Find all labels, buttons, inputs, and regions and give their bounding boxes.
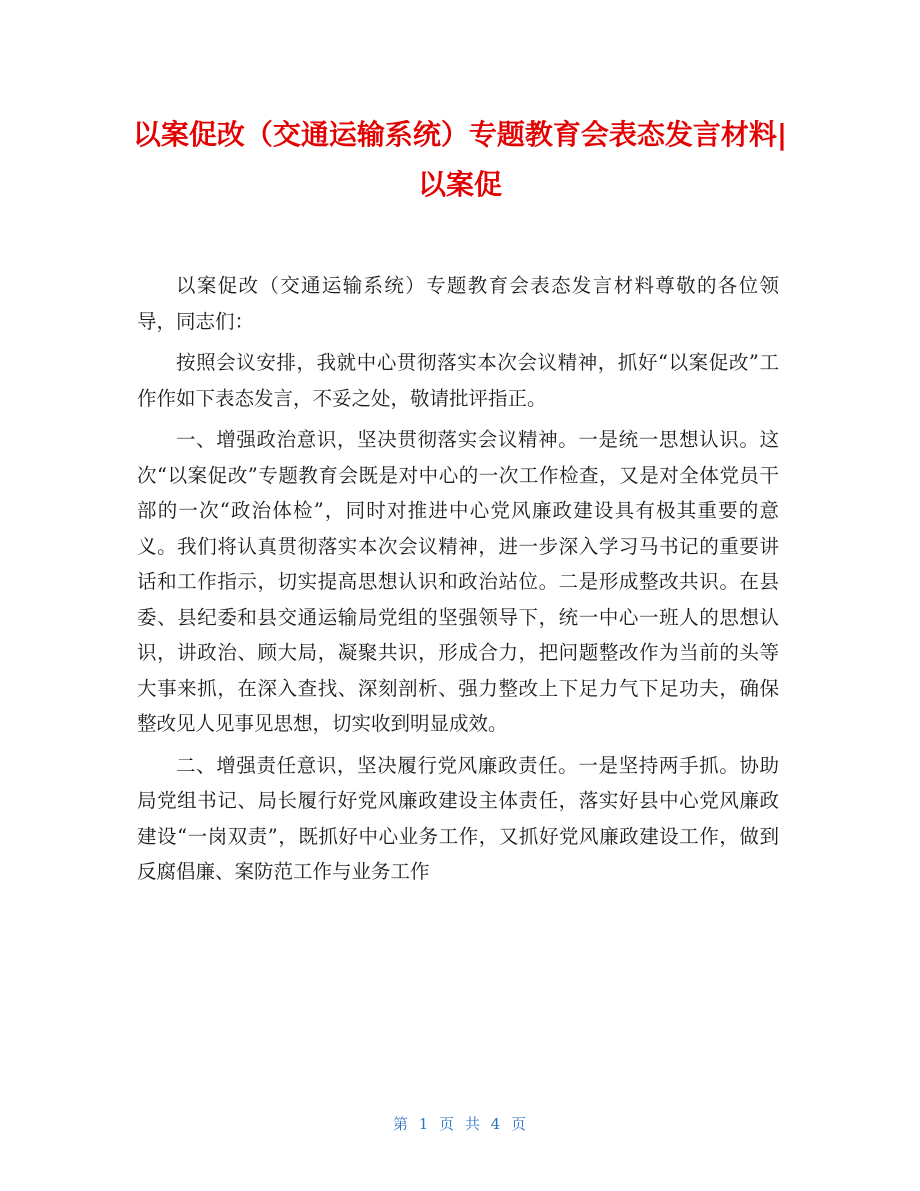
page-number-footer: 第 1 页 共 4 页 — [393, 1115, 527, 1133]
paragraph-section-one: 一、增强政治意识，坚决贯彻落实会议精神。一是统一思想认识。这次“以案促改”专题教育会既是对中心的一次工作检查，又是对全体党员干部的一次“政治体检”，同时对推进中心党风廉政建设具有极其重要的意义。我们将认真贯彻落实本次会议精神，进一步深入学习马书记的重要讲话和工作指示，切实提高思想认识和政治站位。二是形成整改共识。在县委、县纪委和县交通运输局党组的坚强领导下，统一中心一班人的思想认识，讲政治、顾大局，凝聚共识，形成合力，把问题整改作为当前的头等大事来抓，在深入查找、深刻剖析、强力整改上下足力气下足功夫，确保整改见人见事见思想，切实收到明显成效。 — [137, 428, 779, 735]
document-title: 以案促改（交通运输系统）专题教育会表态发言材料|以案促 — [132, 118, 788, 201]
paragraph-salutation: 以案促改（交通运输系统）专题教育会表态发言材料尊敬的各位领导，同志们： — [137, 274, 779, 333]
paragraph-intro: 按照会议安排，我就中心贯彻落实本次会议精神，抓好“以案促改”工作作如下表态发言，不妥之处，敬请批评指正。 — [137, 351, 779, 410]
paragraph-section-two: 二、增强责任意识，坚决履行党风廉政责任。一是坚持两手抓。协助局党组书记、局长履行好党风廉政建设主体责任，落实好县中心党风廉政建设“一岗双责”，既抓好中心业务工作，又抓好党风廉政建设工作，做到反腐倡廉、案防范工作与业务工作 — [137, 753, 779, 883]
document-body — [137, 268, 779, 896]
